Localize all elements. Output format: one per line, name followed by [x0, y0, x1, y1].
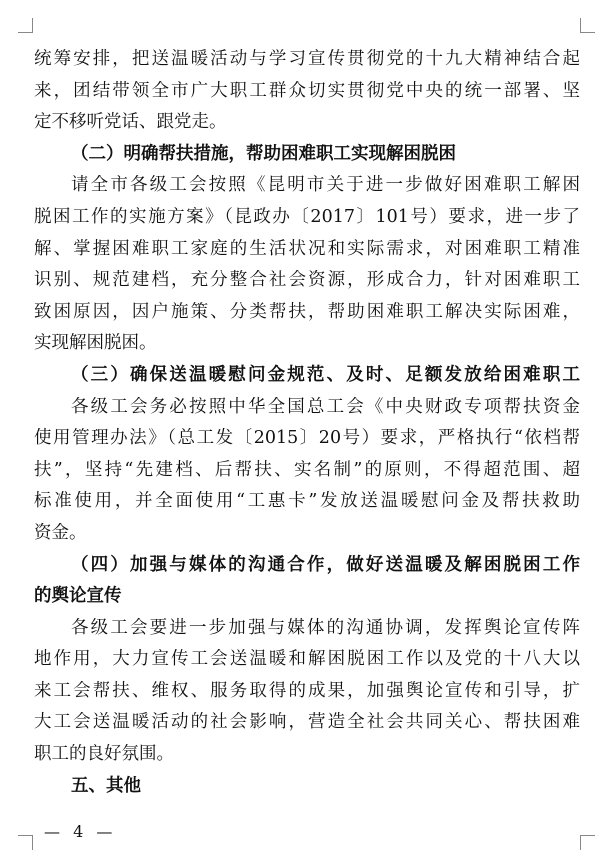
text-line: 大工会送温暖活动的社会影响，营造全社会共同关心、帮扶困难 [34, 712, 580, 733]
crop-mark-top-right [580, 18, 595, 33]
text-line: 标准使用，并全面使用“工惠卡”发放送温暖慰问金及帮扶救助 [34, 491, 580, 512]
text-line: 来工会帮扶、维权、服务取得的成果，加强舆论宣传和引导，扩 [34, 680, 580, 701]
section-heading: 五、其他 [71, 775, 141, 796]
text-line: 使用管理办法》（总工发〔2015〕20号）要求，严格执行“依档帮 [34, 428, 580, 449]
crop-mark-bottom-left [18, 835, 33, 850]
crop-mark-top-left [18, 18, 33, 33]
text-line: 各级工会务必按照中华全国总工会《中央财政专项帮扶资金 [71, 396, 580, 417]
text-line: 脱困工作的实施方案》（昆政办〔2017〕101号）要求，进一步了 [34, 206, 580, 227]
text-line: 请全市各级工会按照《昆明市关于进一步做好困难职工解困 [71, 175, 580, 196]
text-line: 实现解困脱困。 [34, 333, 157, 354]
text-line: 识别、规范建档，充分整合社会资源，形成合力，针对困难职工 [34, 270, 580, 291]
crop-mark-bottom-right [580, 835, 595, 850]
document-body [34, 44, 580, 802]
text-line: 资金。 [34, 522, 87, 543]
text-line: 职工的良好氛围。 [34, 744, 174, 765]
text-line: 定不移听党话、跟党走。 [34, 112, 227, 133]
text-line: 来，团结带领全市广大职工群众切实贯彻党中央的统一部署、坚 [34, 80, 580, 101]
page-number: — 4 — [44, 822, 117, 841]
text-line: 统筹安排，把送温暖活动与学习宣传贯彻党的十九大精神结合起 [34, 49, 580, 69]
section-subheading: 的舆论宣传 [34, 586, 122, 607]
text-line: 各级工会要进一步加强与媒体的沟通协调，发挥舆论宣传阵 [71, 617, 580, 638]
section-subheading: （二）明确帮扶措施，帮助困难职工实现解困脱困 [71, 143, 456, 164]
section-subheading: （三）确保送温暖慰问金规范、及时、足额发放给困难职工 [71, 364, 580, 385]
section-subheading: （四）加强与媒体的沟通合作，做好送温暖及解困脱困工作 [71, 554, 580, 575]
text-line: 致困原因，因户施策、分类帮扶，帮助困难职工解决实际困难， [34, 301, 580, 322]
text-line: 地作用，大力宣传工会送温暖和解困脱困工作以及党的十八大以 [34, 649, 580, 670]
text-line: 解、掌握困难职工家庭的生活状况和实际需求，对困难职工精准 [34, 238, 580, 259]
text-line: 扶”，坚持“先建档、后帮扶、实名制”的原则，不得超范围、超 [34, 459, 580, 480]
